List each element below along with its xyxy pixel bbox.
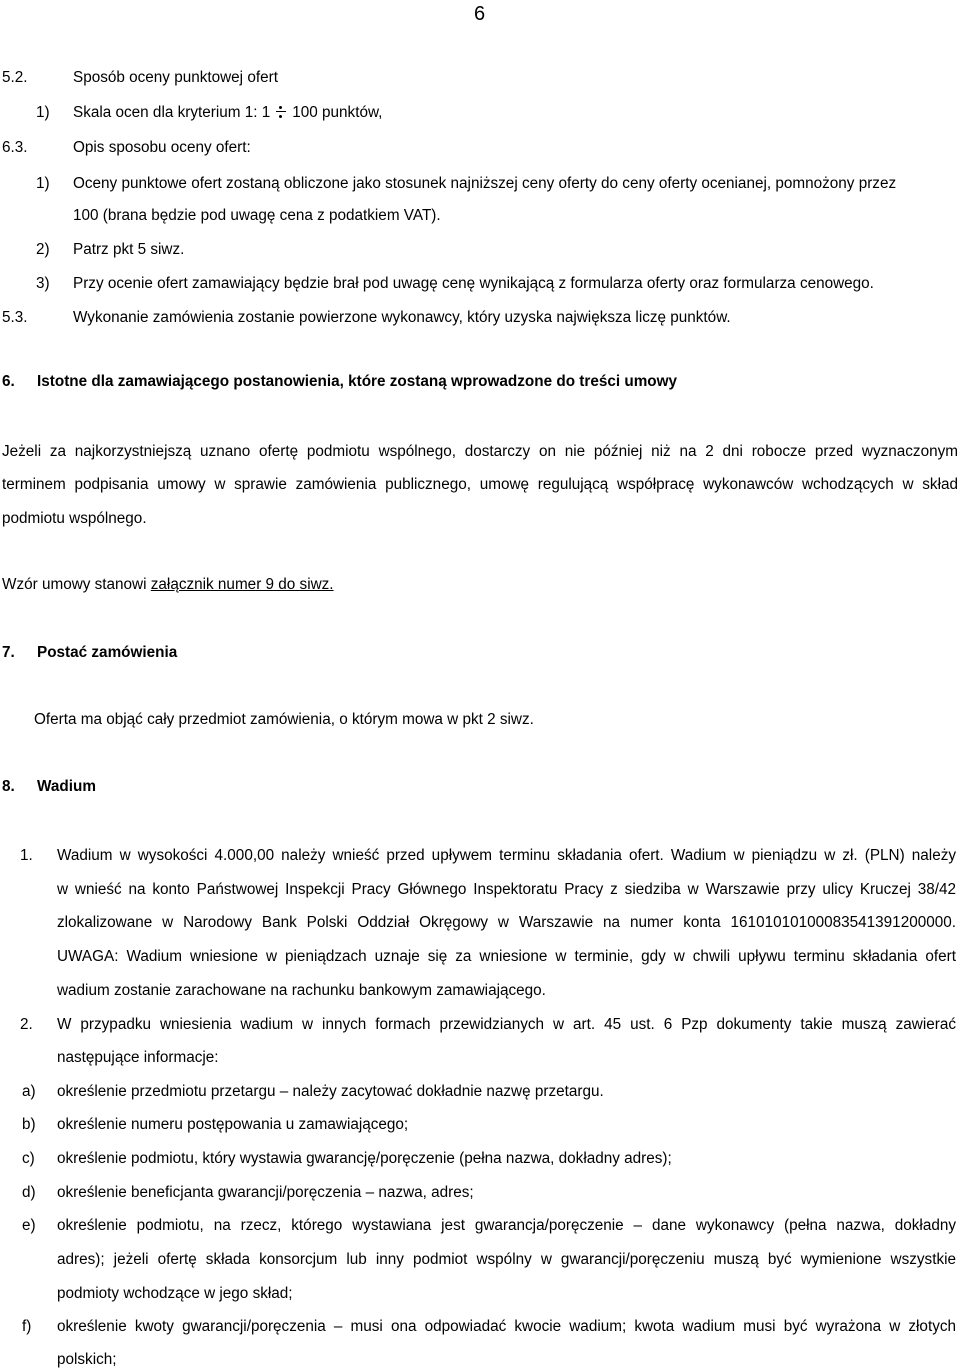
list-item-text: wadium zostanie zarachowane na rachunku bankowym zamawiającego. xyxy=(57,982,546,999)
list-item-text: podmioty wchodzące w jego skład; xyxy=(57,1285,293,1302)
list-item-text: określenie kwoty gwarancji/poręczenia – musi ona odpowiadać kwocie wadium; kwota wadium musi być wyrażona w złotych xyxy=(57,1318,956,1335)
list-item-text: polskich; xyxy=(57,1351,117,1368)
list-item-text: Patrz pkt 5 siwz. xyxy=(73,241,185,258)
list-number: 2. xyxy=(20,1016,33,1033)
list-item-text: Wadium w wysokości 4.000,00 należy wnieść przed upływem terminu składania ofert. Wadium w pieniądzu w zł. (PLN) należy xyxy=(57,847,956,864)
list-item-text: określenie podmiotu, na rzecz, którego wystawiana jest gwarancja/poręczenie – dane wykonawcy (pełna nazwa, dokładny xyxy=(57,1217,956,1234)
section-title-6: Istotne dla zamawiającego postanowienia, które zostaną wprowadzone do treści umowy xyxy=(37,373,678,390)
scale-text xyxy=(73,103,382,123)
template-note-text: Wzór umowy stanowi xyxy=(2,576,151,593)
list-letter: d) xyxy=(22,1184,36,1201)
scale-text-post: 100 punktów, xyxy=(292,104,383,121)
list-number: 1) xyxy=(36,175,50,192)
paragraph-line: terminem podpisania umowy w sprawie zamówienia publicznego, umowę regulującą współpracę wykonawców wchodzących w skład xyxy=(2,476,958,493)
section-number-5-2: 5.2. xyxy=(2,69,28,86)
section-number-5-3: 5.3. xyxy=(2,309,28,326)
list-number: 1. xyxy=(20,847,33,864)
division-icon xyxy=(274,105,288,119)
section-number-6-3: 6.3. xyxy=(2,139,28,156)
section-number-7: 7. xyxy=(2,644,15,661)
scale-text-pre: Skala ocen dla kryterium 1: 1 xyxy=(73,104,271,121)
list-item-text: adres); jeżeli ofertę składa konsorcjum lub inny podmiot wspólny w gwarancji/poręczeniu muszą być wymienione wszystkie xyxy=(57,1251,956,1268)
section-number-6: 6. xyxy=(2,373,15,390)
list-item-text: Przy ocenie ofert zamawiający będzie brał pod uwagę cenę wynikającą z formularza oferty oraz formularza cenowego. xyxy=(73,275,874,292)
list-letter: e) xyxy=(22,1217,36,1234)
section-text-7: Oferta ma objąć cały przedmiot zamówienia, o którym mowa w pkt 2 siwz. xyxy=(34,711,534,728)
list-item-text: UWAGA: Wadium wniesione w pieniądzach uznaje się za wniesione w terminie, gdy w chwili upływu terminu składania ofert xyxy=(57,948,956,965)
section-text-5-3: Wykonanie zamówienia zostanie powierzone wykonawcy, który uzyska największa liczę punktów. xyxy=(73,309,731,326)
section-title-7: Postać zamówienia xyxy=(37,644,178,661)
list-letter: c) xyxy=(22,1150,35,1167)
list-letter: a) xyxy=(22,1083,36,1100)
list-item-text: określenie podmiotu, który wystawia gwarancję/poręczenie (pełna nazwa, dokładny adres); xyxy=(57,1150,672,1167)
list-item-text: W przypadku wniesienia wadium w innych formach przewidzianych w art. 45 ust. 6 Pzp dokumenty takie muszą zawierać xyxy=(57,1016,956,1033)
list-item-text: Oceny punktowe ofert zostaną obliczone jako stosunek najniższej ceny oferty do ceny oferty ocenianej, pomnożony przez xyxy=(73,175,897,192)
list-letter: b) xyxy=(22,1116,36,1133)
attachment-link[interactable]: załącznik numer 9 do siwz. xyxy=(150,576,334,593)
list-number: 2) xyxy=(36,241,50,258)
section-title-5-2: Sposób oceny punktowej ofert xyxy=(73,69,278,86)
section-title-6-3: Opis sposobu oceny ofert: xyxy=(73,139,251,156)
paragraph-line: Jeżeli za najkorzystniejszą uznano ofertę podmiotu wspólnego, dostarczy on nie później niż na 2 dni robocze przed wyznaczonym xyxy=(2,443,958,460)
page-number: 6 xyxy=(474,3,486,25)
list-item-text: w wnieść na konto Państwowej Inspekcji Pracy Głównego Inspektoratu Pracy z siedziba w Warszawie przy ulicy Kruczej 38/42 xyxy=(57,881,956,898)
list-item-text: określenie przedmiotu przetargu – należy zacytować dokładnie nazwę przetargu. xyxy=(57,1083,604,1100)
section-title-8: Wadium xyxy=(37,778,96,795)
list-item-text: 100 (brana będzie pod uwagę cena z podatkiem VAT). xyxy=(73,207,441,224)
paragraph-line: podmiotu wspólnego. xyxy=(2,510,147,527)
list-letter: f) xyxy=(22,1318,32,1335)
section-number-8: 8. xyxy=(2,778,15,795)
list-item-text: określenie numeru postępowania u zamawiającego; xyxy=(57,1116,409,1133)
list-number: 1) xyxy=(36,104,50,121)
list-item-text: określenie beneficjanta gwarancji/poręczenia – nazwa, adres; xyxy=(57,1184,474,1201)
list-item-text: następujące informacje: xyxy=(57,1049,219,1066)
template-note xyxy=(2,575,334,595)
list-number: 3) xyxy=(36,275,50,292)
list-item-text: zlokalizowane w Narodowy Bank Polski Oddział Okręgowy w Warszawie na numer konta 16101010100083541391200000. xyxy=(57,914,956,931)
